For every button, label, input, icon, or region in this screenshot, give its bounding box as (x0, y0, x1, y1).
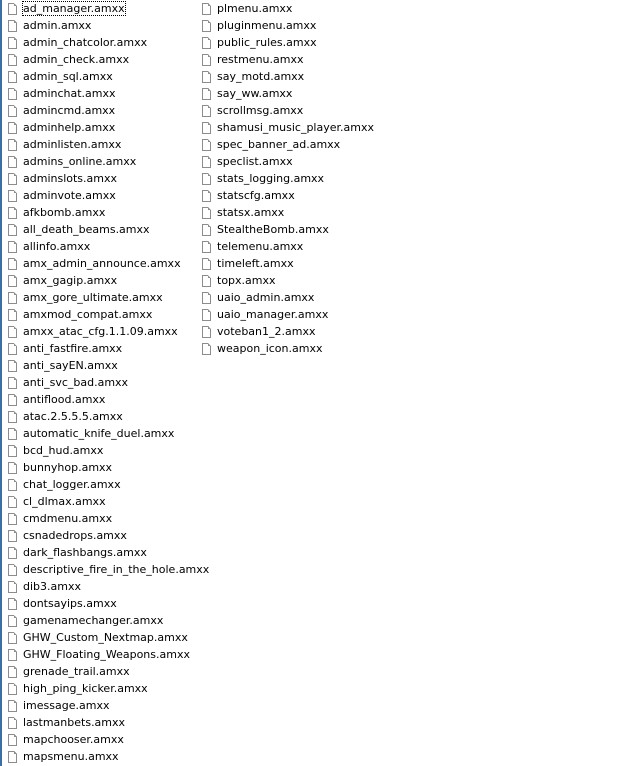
file-item[interactable] (8, 391, 198, 408)
file-item[interactable] (8, 357, 198, 374)
file-item[interactable] (8, 289, 198, 306)
file-item[interactable] (8, 204, 198, 221)
file-name: cl_dlmax.amxx (23, 495, 106, 508)
file-name: adminlisten.amxx (23, 138, 122, 151)
file-icon (8, 292, 17, 304)
file-item[interactable] (202, 136, 341, 153)
file-icon (202, 241, 211, 253)
file-name: pluginmenu.amxx (217, 19, 317, 32)
file-item[interactable] (8, 255, 198, 272)
file-icon (202, 343, 211, 355)
file-icon (8, 360, 17, 372)
file-item[interactable] (8, 68, 198, 85)
file-item[interactable] (8, 238, 198, 255)
file-item[interactable] (202, 272, 296, 289)
file-icon (8, 309, 17, 321)
file-name: afkbomb.amxx (23, 206, 106, 219)
file-item[interactable] (8, 646, 198, 663)
file-name: ad_manager.amxx (23, 2, 125, 15)
file-item[interactable] (8, 595, 198, 612)
file-icon (8, 649, 17, 661)
file-name: admin_sql.amxx (23, 70, 113, 83)
file-icon (8, 445, 17, 457)
file-name: all_death_beams.amxx (23, 223, 150, 236)
file-name: antiflood.amxx (23, 393, 106, 406)
file-icon (8, 377, 17, 389)
file-icon (8, 513, 17, 525)
file-item[interactable] (8, 170, 198, 187)
file-name: admins_online.amxx (23, 155, 137, 168)
file-icon (8, 615, 17, 627)
file-icon (8, 258, 17, 270)
file-name: amx_gagip.amxx (23, 274, 118, 287)
file-item[interactable] (8, 459, 198, 476)
file-name: public_rules.amxx (217, 36, 317, 49)
file-icon (8, 581, 17, 593)
file-item[interactable] (202, 85, 296, 102)
file-item[interactable] (8, 0, 198, 17)
file-icon (202, 326, 211, 338)
file-icon (8, 479, 17, 491)
file-item[interactable] (8, 527, 198, 544)
file-icon (8, 37, 17, 49)
file-item[interactable] (8, 697, 198, 714)
file-name: descriptive_fire_in_the_hole.amxx (23, 563, 210, 576)
file-item[interactable] (8, 714, 198, 731)
file-item[interactable] (8, 34, 198, 51)
file-item[interactable] (8, 510, 198, 527)
file-icon (8, 411, 17, 423)
file-icon (202, 105, 211, 117)
file-item[interactable] (8, 374, 198, 391)
file-icon (8, 700, 17, 712)
file-item[interactable] (8, 544, 198, 561)
file-icon (8, 751, 17, 763)
file-name: mapsmenu.amxx (23, 750, 119, 763)
file-icon (8, 530, 17, 542)
file-item[interactable] (202, 238, 304, 255)
file-icon (8, 54, 17, 66)
file-name: automatic_knife_duel.amxx (23, 427, 175, 440)
file-icon (8, 683, 17, 695)
file-item[interactable] (8, 102, 198, 119)
file-item[interactable] (8, 680, 198, 697)
file-icon (8, 547, 17, 559)
file-item[interactable] (202, 68, 305, 85)
file-name: anti_sayEN.amxx (23, 359, 118, 372)
file-name: amx_admin_announce.amxx (23, 257, 181, 270)
file-icon (202, 71, 211, 83)
file-name: stats_logging.amxx (217, 172, 325, 185)
file-name: anti_svc_bad.amxx (23, 376, 129, 389)
file-item[interactable] (8, 476, 198, 493)
file-name: scrollmsg.amxx (217, 104, 304, 117)
file-icon (202, 224, 211, 236)
file-item[interactable] (202, 221, 329, 238)
file-name: speclist.amxx (217, 155, 293, 168)
file-item[interactable] (202, 51, 304, 68)
file-name: weapon_icon.amxx (217, 342, 323, 355)
file-icon (8, 224, 17, 236)
file-item[interactable] (202, 255, 296, 272)
file-icon (8, 343, 17, 355)
file-icon (202, 173, 211, 185)
file-item[interactable] (8, 323, 198, 340)
file-icon (8, 632, 17, 644)
file-item[interactable] (8, 340, 198, 357)
file-icon (202, 88, 211, 100)
file-item[interactable] (8, 442, 198, 459)
file-name: admin_check.amxx (23, 53, 130, 66)
file-name: telemenu.amxx (217, 240, 304, 253)
file-icon (8, 190, 17, 202)
file-name: grenade_trail.amxx (23, 665, 130, 678)
file-name: amxmod_compat.amxx (23, 308, 153, 321)
file-name: dib3.amxx (23, 580, 81, 593)
file-name: dontsayips.amxx (23, 597, 117, 610)
file-column-2 (202, 0, 374, 357)
file-item[interactable] (8, 153, 198, 170)
file-name: amx_gore_ultimate.amxx (23, 291, 163, 304)
file-name: dark_flashbangs.amxx (23, 546, 147, 559)
file-icon (202, 207, 211, 219)
file-name: voteban1_2.amxx (217, 325, 316, 338)
file-icon (8, 156, 17, 168)
file-icon (202, 37, 211, 49)
file-name: adminvote.amxx (23, 189, 116, 202)
file-name: adminslots.amxx (23, 172, 117, 185)
file-name: uaio_admin.amxx (217, 291, 315, 304)
file-name: bunnyhop.amxx (23, 461, 113, 474)
file-icon (202, 309, 211, 321)
file-name: bcd_hud.amxx (23, 444, 104, 457)
file-icon (8, 241, 17, 253)
file-icon (8, 496, 17, 508)
file-name: admincmd.amxx (23, 104, 116, 117)
file-name: allinfo.amxx (23, 240, 91, 253)
file-item[interactable] (202, 153, 296, 170)
file-icon (202, 3, 211, 15)
file-item[interactable] (8, 748, 198, 765)
file-name: cmdmenu.amxx (23, 512, 113, 525)
file-name: csnadedrops.amxx (23, 529, 127, 542)
file-icon (8, 666, 17, 678)
file-item[interactable] (8, 272, 198, 289)
file-name: uaio_manager.amxx (217, 308, 329, 321)
file-icon (8, 122, 17, 134)
file-icon (8, 326, 17, 338)
file-list-view[interactable] (2, 0, 640, 766)
file-icon (8, 88, 17, 100)
file-icon (202, 139, 211, 151)
file-name: say_ww.amxx (217, 87, 293, 100)
file-item[interactable] (8, 578, 198, 595)
file-name: StealtheBomb.amxx (217, 223, 329, 236)
file-item[interactable] (8, 561, 210, 578)
file-icon (202, 156, 211, 168)
file-icon (202, 122, 211, 134)
file-name: say_motd.amxx (217, 70, 305, 83)
file-icon (202, 275, 211, 287)
file-icon (8, 105, 17, 117)
file-icon (202, 54, 211, 66)
file-item[interactable] (202, 34, 317, 51)
file-icon (8, 734, 17, 746)
file-name: adminhelp.amxx (23, 121, 116, 134)
file-icon (202, 190, 211, 202)
file-name: high_ping_kicker.amxx (23, 682, 148, 695)
file-icon (8, 207, 17, 219)
file-item[interactable] (202, 323, 316, 340)
file-name: statscfg.amxx (217, 189, 295, 202)
file-item[interactable] (8, 221, 198, 238)
file-item[interactable] (202, 170, 325, 187)
file-name: admin.amxx (23, 19, 92, 32)
file-item[interactable] (202, 0, 296, 17)
file-name: restmenu.amxx (217, 53, 304, 66)
file-icon (8, 173, 17, 185)
file-item[interactable] (8, 493, 198, 510)
file-name: spec_banner_ad.amxx (217, 138, 341, 151)
file-item[interactable] (202, 102, 304, 119)
file-item[interactable] (202, 204, 296, 221)
file-icon (8, 428, 17, 440)
file-name: atac.2.5.5.5.amxx (23, 410, 123, 423)
file-icon (202, 292, 211, 304)
file-icon (8, 462, 17, 474)
file-item[interactable] (202, 17, 317, 34)
file-item[interactable] (202, 289, 315, 306)
file-name: topx.amxx (217, 274, 276, 287)
file-item[interactable] (202, 306, 329, 323)
file-name: GHW_Floating_Weapons.amxx (23, 648, 190, 661)
file-icon (202, 20, 211, 32)
file-name: imessage.amxx (23, 699, 110, 712)
file-name: timeleft.amxx (217, 257, 294, 270)
file-icon (8, 275, 17, 287)
file-icon (8, 71, 17, 83)
file-name: statsx.amxx (217, 206, 285, 219)
file-item[interactable] (202, 119, 374, 136)
file-column-1 (8, 0, 210, 765)
file-icon (8, 139, 17, 151)
file-item[interactable] (8, 85, 198, 102)
file-item[interactable] (202, 340, 323, 357)
file-name: shamusi_music_player.amxx (217, 121, 374, 134)
file-icon (8, 394, 17, 406)
file-icon (8, 564, 17, 576)
file-icon (8, 20, 17, 32)
file-name: amxx_atac_cfg.1.1.09.amxx (23, 325, 178, 338)
file-item[interactable] (8, 119, 198, 136)
file-item[interactable] (8, 425, 198, 442)
file-item[interactable] (8, 663, 198, 680)
file-name: chat_logger.amxx (23, 478, 121, 491)
file-icon (202, 258, 211, 270)
file-item[interactable] (8, 612, 198, 629)
file-item[interactable] (8, 17, 198, 34)
file-name: plmenu.amxx (217, 2, 293, 15)
file-item[interactable] (202, 187, 296, 204)
file-name: lastmanbets.amxx (23, 716, 126, 729)
file-item[interactable] (8, 136, 198, 153)
file-item[interactable] (8, 51, 198, 68)
file-icon (8, 717, 17, 729)
file-name: mapchooser.amxx (23, 733, 124, 746)
file-name: gamenamechanger.amxx (23, 614, 164, 627)
file-item[interactable] (8, 731, 198, 748)
file-name: anti_fastfire.amxx (23, 342, 123, 355)
file-item[interactable] (8, 408, 198, 425)
file-name: admin_chatcolor.amxx (23, 36, 148, 49)
file-icon (8, 3, 17, 15)
file-item[interactable] (8, 306, 198, 323)
file-icon (8, 598, 17, 610)
file-name: adminchat.amxx (23, 87, 116, 100)
file-item[interactable] (8, 629, 198, 646)
file-name: GHW_Custom_Nextmap.amxx (23, 631, 188, 644)
file-item[interactable] (8, 187, 198, 204)
